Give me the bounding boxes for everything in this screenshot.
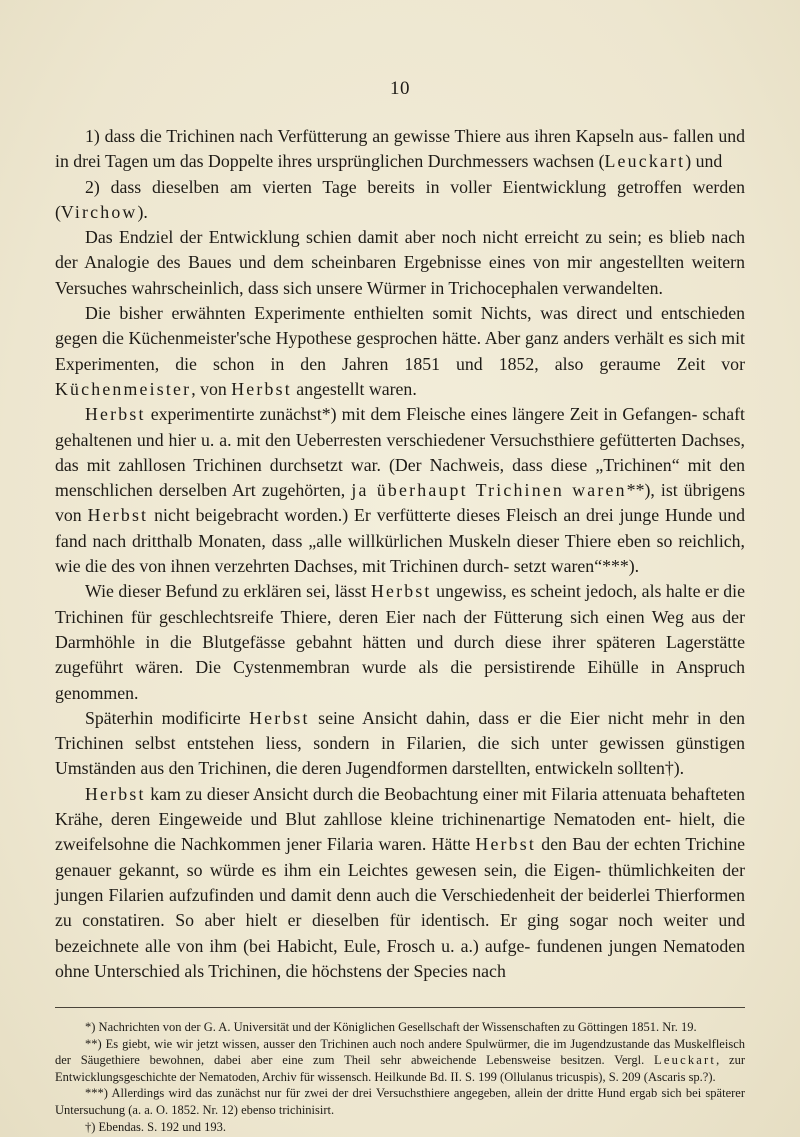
text-run: **), ist übrigens von <box>55 480 745 526</box>
text-run: Die bisher erwähnten Experimente enthielten somit Nichts, was direct und entschieden gegen die Küchenmeister'sche Hypothese gesprochen hätte. Aber ganz anders verhält es sich mit Experimenten, die schon in den Jahren 1851 und 1852, also geraume Zeit vor <box>55 303 745 374</box>
footnote <box>55 1085 745 1118</box>
text-run: nicht beigebracht worden.) Er verfütterte dieses Fleisch an drei junge Hunde und fand nach dritthalb Monaten, dass „alle willkürlichen Muskeln dieser Thiere eben so reichlich, wie die des von ihnen verzehrten Dachses, mit Trichinen durch- setzt waren“***). <box>55 505 745 577</box>
paragraph <box>55 301 745 402</box>
footnote <box>55 1119 745 1136</box>
paragraph <box>55 706 745 782</box>
text-run: **) Es giebt, wie wir jetzt wissen, ausser den Trichinen auch noch andere Spulwürmer, die im Jugendzustande das Muskelfleisch der Säugethiere bewohnen, dabei aber eine zum Theil sehr abweichende Lebensweise besitzen. Vergl. <box>55 1036 745 1068</box>
spaced-name: Herbst <box>249 707 310 728</box>
text-run: , zur Entwicklungsgeschichte der Nematoden, Archiv für wissensch. Heilkunde Bd. II. S. 199 (Ollulanus tricuspis), S. 209 (Ascaris sp.?). <box>55 1053 745 1084</box>
text-run: ). <box>137 201 148 222</box>
spaced-name: Leuckart <box>604 151 686 172</box>
text-run: Wie dieser Befund zu erklären sei, lässt <box>85 581 371 602</box>
text-run: *) Nachrichten von der G. A. Universität und der Königlichen Gesellschaft der Wissenschaften zu Göttingen 1851. Nr. 19. <box>85 1020 697 1034</box>
spaced-name: Herbst <box>85 404 146 425</box>
paragraph <box>55 175 745 226</box>
footnote <box>55 1019 745 1036</box>
text-run: seine Ansicht dahin, dass er die Eier nicht mehr in den Trichinen selbst entstehen liess, sondern in Filarien, die sich unter gewissen günstigen Umständen aus den Trichinen, die deren Jugendformen darstellten, entwickeln sollten†). <box>55 707 745 779</box>
paragraph <box>55 124 745 175</box>
text-run: angestellt waren. <box>291 378 417 399</box>
text-run: , von <box>191 378 232 399</box>
footnotes <box>55 1019 745 1135</box>
page-number: 10 <box>390 78 410 99</box>
text-run: den Bau der echten Trichine genauer gekannt, so würde es ihm ein Leichtes gewesen sein, die Eigen- thümlichkeiten der jungen Filarien aufzufinden und damit denn auch die Verschiedenheit der beiderlei Thierformen zu constatiren. So aber hielt er dieselben für identisch. Er ging sogar noch weiter und bezeichnete alle von ihm (bei Habicht, Eule, Frosch u. a.) aufge- fundenen jungen Nematoden ohne Unterschied als Trichinen, die höchstens der Species nach <box>55 834 745 981</box>
spaced-name: Herbst <box>87 505 149 526</box>
text-run: 2) dass dieselben am vierten Tage bereits in voller Eientwicklung getroffen werden ( <box>55 176 745 222</box>
footnote <box>55 1036 745 1086</box>
spaced-name: ja überhaupt Trichinen waren <box>351 480 627 501</box>
text-run: †) Ebendas. S. 192 und 193. <box>85 1119 226 1134</box>
spaced-name: Herbst <box>231 378 292 399</box>
footnote-divider <box>55 1007 745 1008</box>
text-run: ) und <box>685 151 723 172</box>
text-run: 1) dass die Trichinen nach Verfütterung an gewisse Thiere aus ihren Kapseln aus- fallen und in drei Tagen um das Doppelte ihres ursprünglichen Durchmessers wachsen ( <box>55 126 745 172</box>
spaced-name: Virchow <box>60 201 138 222</box>
text-run: kam zu dieser Ansicht durch die Beobachtung einer mit Filaria attenuata behafteten Krähe, deren Eingeweide und Blut zahllose kleine trichinenartige Nematoden ent- hielt, die zweifelsohne die Nachkommen jener Filaria waren. Hätte <box>55 783 745 855</box>
body-text <box>55 124 745 984</box>
spaced-name: Küchenmeister <box>55 378 192 399</box>
text-run: Das Endziel der Entwicklung schien damit aber noch nicht erreicht zu sein; es blieb nach der Analogie des Baues und dem scheinbaren Ergebnisse eines von mir angestellten weitern Versuches wahrscheinlich, dass sich unsere Würmer in Trichocephalen verwandelten. <box>55 227 745 298</box>
spaced-name: Herbst <box>85 783 146 804</box>
paragraph <box>55 225 745 301</box>
spaced-name: Herbst <box>370 581 432 602</box>
text-run: experimentirte zunächst*) mit dem Fleische eines längere Zeit in Gefangen- schaft gehaltenen und hier u. a. mit den Ueberresten verschiedener Versuchsthiere gefütterten Dachses, das mit zahllosen Trichinen durchsetzt war. (Der Nachweis, dass diese „Trichinen“ mit den menschlichen derselben Art zugehörten, <box>55 404 745 501</box>
text-run: ***) Allerdings wird das zunächst nur für zwei der drei Versuchsthiere angegeben, allein der dritte Hund ergab sich bei späterer Untersuchung (a. a. O. 1852. Nr. 12) ebenso trichinisirt. <box>55 1086 745 1117</box>
paragraph <box>55 782 745 984</box>
spaced-name: Leuckart <box>654 1053 717 1068</box>
paragraph <box>55 402 745 579</box>
spaced-name: Herbst <box>475 834 537 855</box>
paragraph <box>55 579 745 705</box>
text-run: ungewiss, es scheint jedoch, als halte er die Trichinen für geschlechtsreife Thiere, deren Eier nach der Fütterung sich einen Weg aus der Darmhöhle in die Blutgefässe gebahnt hätten und durch diese ihrer späteren Lagerstätte zugeführt wären. Die Cystenmembran wurde als die persistirende Eihülle in Anspruch genommen. <box>55 581 745 703</box>
text-run: Späterhin modificirte <box>85 707 250 728</box>
